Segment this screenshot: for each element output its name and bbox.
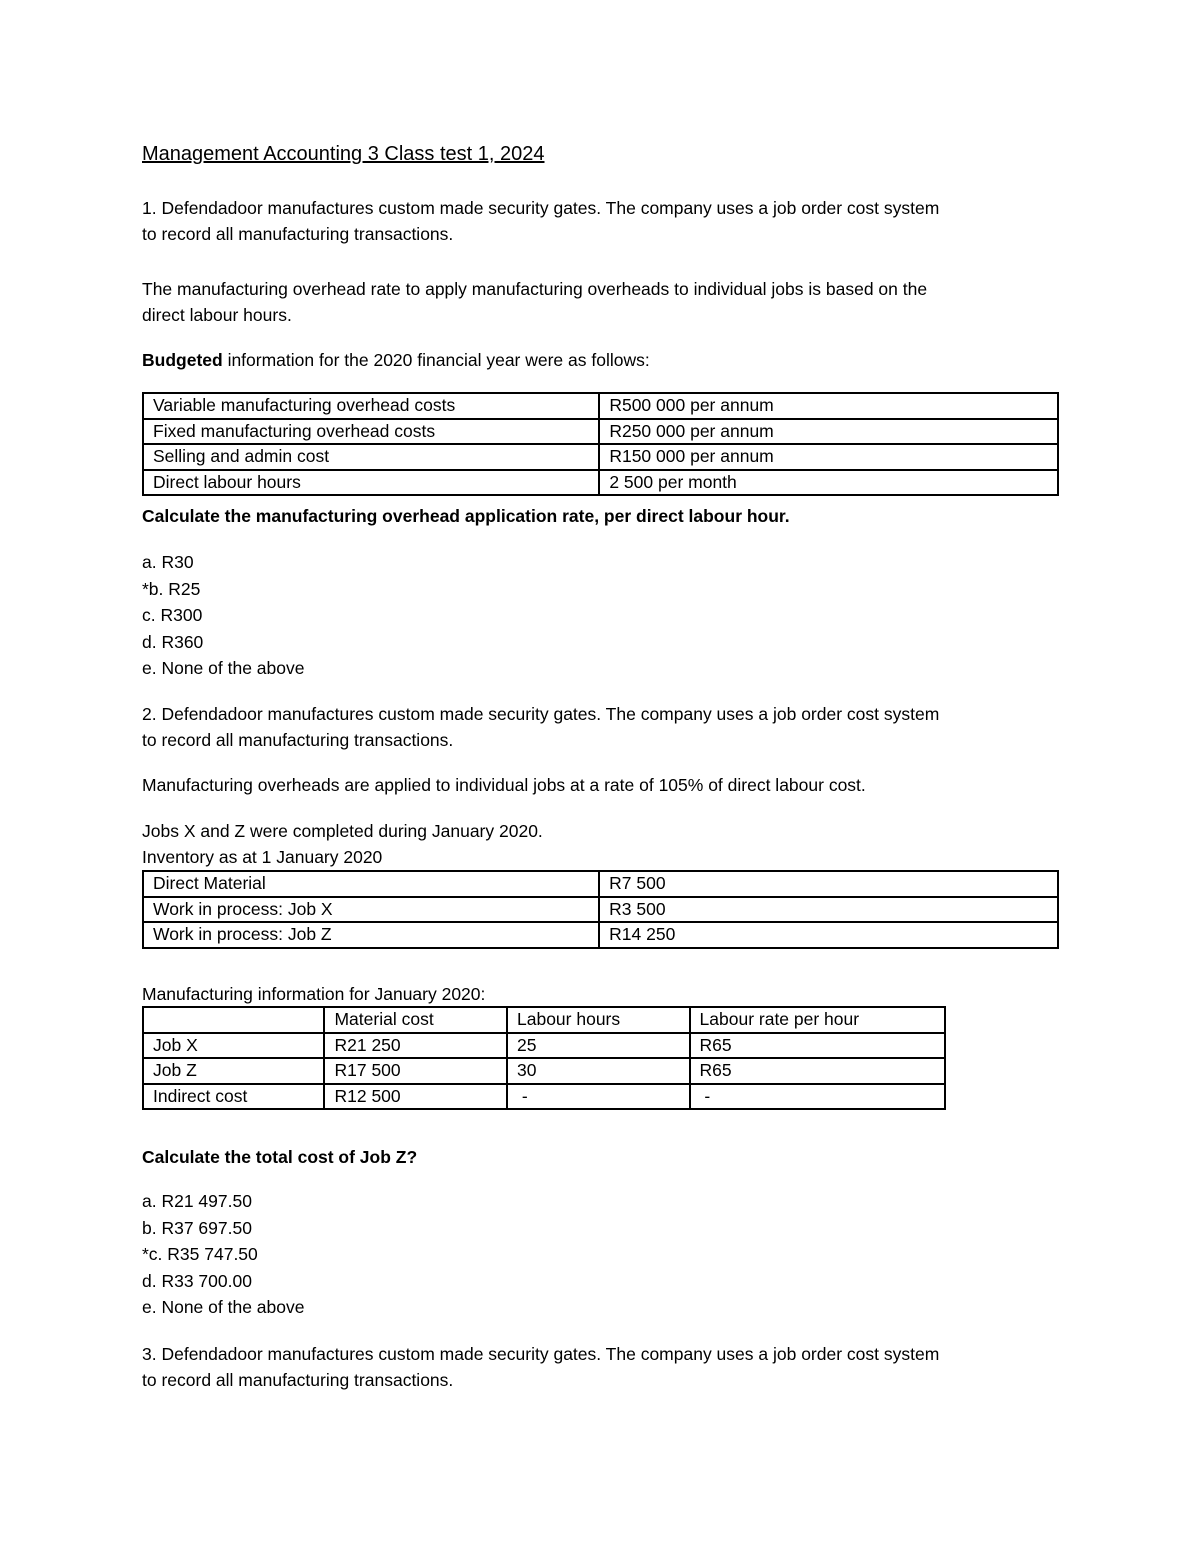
q3-intro-line: 3. Defendadoor manufactures custom made security gates. The company uses a job order cost system bbox=[142, 1344, 940, 1364]
answer-option: c. R300 bbox=[142, 605, 203, 625]
table-cell: - bbox=[690, 1084, 945, 1110]
table-row bbox=[143, 871, 1058, 897]
table-row bbox=[143, 470, 1058, 496]
table-cell: Indirect cost bbox=[143, 1084, 324, 1110]
q2-manufacturing-text: Manufacturing information for January 2020: bbox=[142, 984, 486, 1004]
answer-option: d. R360 bbox=[142, 631, 204, 652]
table-cell: R7 500 bbox=[599, 871, 1058, 897]
q1-overhead-line: The manufacturing overhead rate to apply manufacturing overheads to individual jobs is based on the bbox=[142, 279, 928, 299]
table-cell: 25 bbox=[507, 1033, 690, 1059]
answer-option: e. None of the above bbox=[142, 1297, 305, 1317]
q2-options bbox=[142, 1188, 304, 1321]
table-cell: Job X bbox=[143, 1033, 324, 1059]
table-cell: 2 500 per month bbox=[599, 470, 1058, 496]
table-cell: 30 bbox=[507, 1058, 690, 1084]
table-row bbox=[143, 444, 1058, 470]
table-cell: Fixed manufacturing overhead costs bbox=[143, 419, 599, 445]
q2-intro-line: 2. Defendadoor manufactures custom made security gates. The company uses a job order cost system bbox=[142, 704, 940, 724]
table-row bbox=[143, 1084, 945, 1110]
q1-options bbox=[142, 549, 304, 682]
q2-intro-line: to record all manufacturing transactions. bbox=[142, 730, 454, 750]
table-cell: R12 500 bbox=[324, 1084, 507, 1110]
table-cell: R21 250 bbox=[324, 1033, 507, 1059]
table-row bbox=[143, 1033, 945, 1059]
table-cell: Variable manufacturing overhead costs bbox=[143, 393, 599, 419]
table-cell: Job Z bbox=[143, 1058, 324, 1084]
answer-option: d. R33 700.00 bbox=[142, 1270, 252, 1291]
table-row bbox=[143, 1058, 945, 1084]
q1-budget-text bbox=[142, 347, 650, 373]
q2-jobs-text bbox=[142, 818, 543, 870]
table-header-cell: Labour hours bbox=[507, 1007, 690, 1033]
table-cell: R65 bbox=[690, 1058, 945, 1084]
table-cell: Work in process: Job X bbox=[143, 897, 599, 923]
q2-inventory-line: Inventory as at 1 January 2020 bbox=[142, 847, 383, 867]
table-row bbox=[143, 419, 1058, 445]
answer-option: *c. R35 747.50 bbox=[142, 1244, 258, 1264]
q2-inventory-table bbox=[142, 870, 1059, 949]
answer-option: b. R37 697.50 bbox=[142, 1217, 252, 1238]
answer-option: e. None of the above bbox=[142, 658, 305, 678]
table-cell: R150 000 per annum bbox=[599, 444, 1058, 470]
table-row bbox=[143, 393, 1058, 419]
q1-question: Calculate the manufacturing overhead application rate, per direct labour hour. bbox=[142, 506, 790, 526]
table-header-cell: Labour rate per hour bbox=[690, 1007, 945, 1033]
table-cell: - bbox=[507, 1084, 690, 1110]
q2-question: Calculate the total cost of Job Z? bbox=[142, 1147, 418, 1167]
q2-overhead-text: Manufacturing overheads are applied to individual jobs at a rate of 105% of direct labour cost. bbox=[142, 775, 866, 795]
table-header-row bbox=[143, 1007, 945, 1033]
answer-option: a. R21 497.50 bbox=[142, 1191, 252, 1211]
table-cell: R17 500 bbox=[324, 1058, 507, 1084]
q1-budget-rest: information for the 2020 financial year were as follows: bbox=[222, 350, 650, 370]
q1-intro-line: to record all manufacturing transactions. bbox=[142, 224, 454, 244]
table-cell: Direct labour hours bbox=[143, 470, 599, 496]
q1-intro-line: 1. Defendadoor manufactures custom made security gates. The company uses a job order cost system bbox=[142, 198, 940, 218]
q3-intro-line: to record all manufacturing transactions. bbox=[142, 1370, 454, 1390]
page-title: Management Accounting 3 Class test 1, 2024 bbox=[142, 143, 545, 165]
q1-overhead-text bbox=[142, 276, 927, 328]
table-cell: R65 bbox=[690, 1033, 945, 1059]
q1-intro bbox=[142, 195, 939, 247]
q3-intro bbox=[142, 1341, 939, 1393]
table-row bbox=[143, 897, 1058, 923]
q1-overhead-line: direct labour hours. bbox=[142, 305, 292, 325]
q2-manufacturing-table bbox=[142, 1006, 946, 1110]
table-cell: Work in process: Job Z bbox=[143, 922, 599, 948]
table-header-cell: Material cost bbox=[324, 1007, 507, 1033]
table-row bbox=[143, 922, 1058, 948]
answer-option: a. R30 bbox=[142, 552, 194, 572]
answer-option: *b. R25 bbox=[142, 578, 201, 599]
table-cell: R3 500 bbox=[599, 897, 1058, 923]
q1-budget-table bbox=[142, 392, 1059, 496]
table-cell: Selling and admin cost bbox=[143, 444, 599, 470]
table-cell: Direct Material bbox=[143, 871, 599, 897]
q2-jobs-line: Jobs X and Z were completed during January 2020. bbox=[142, 821, 543, 841]
table-cell: R500 000 per annum bbox=[599, 393, 1058, 419]
table-header-cell bbox=[143, 1007, 324, 1033]
q2-intro bbox=[142, 701, 939, 753]
table-cell: R14 250 bbox=[599, 922, 1058, 948]
q1-budget-bold: Budgeted bbox=[142, 350, 223, 370]
table-cell: R250 000 per annum bbox=[599, 419, 1058, 445]
